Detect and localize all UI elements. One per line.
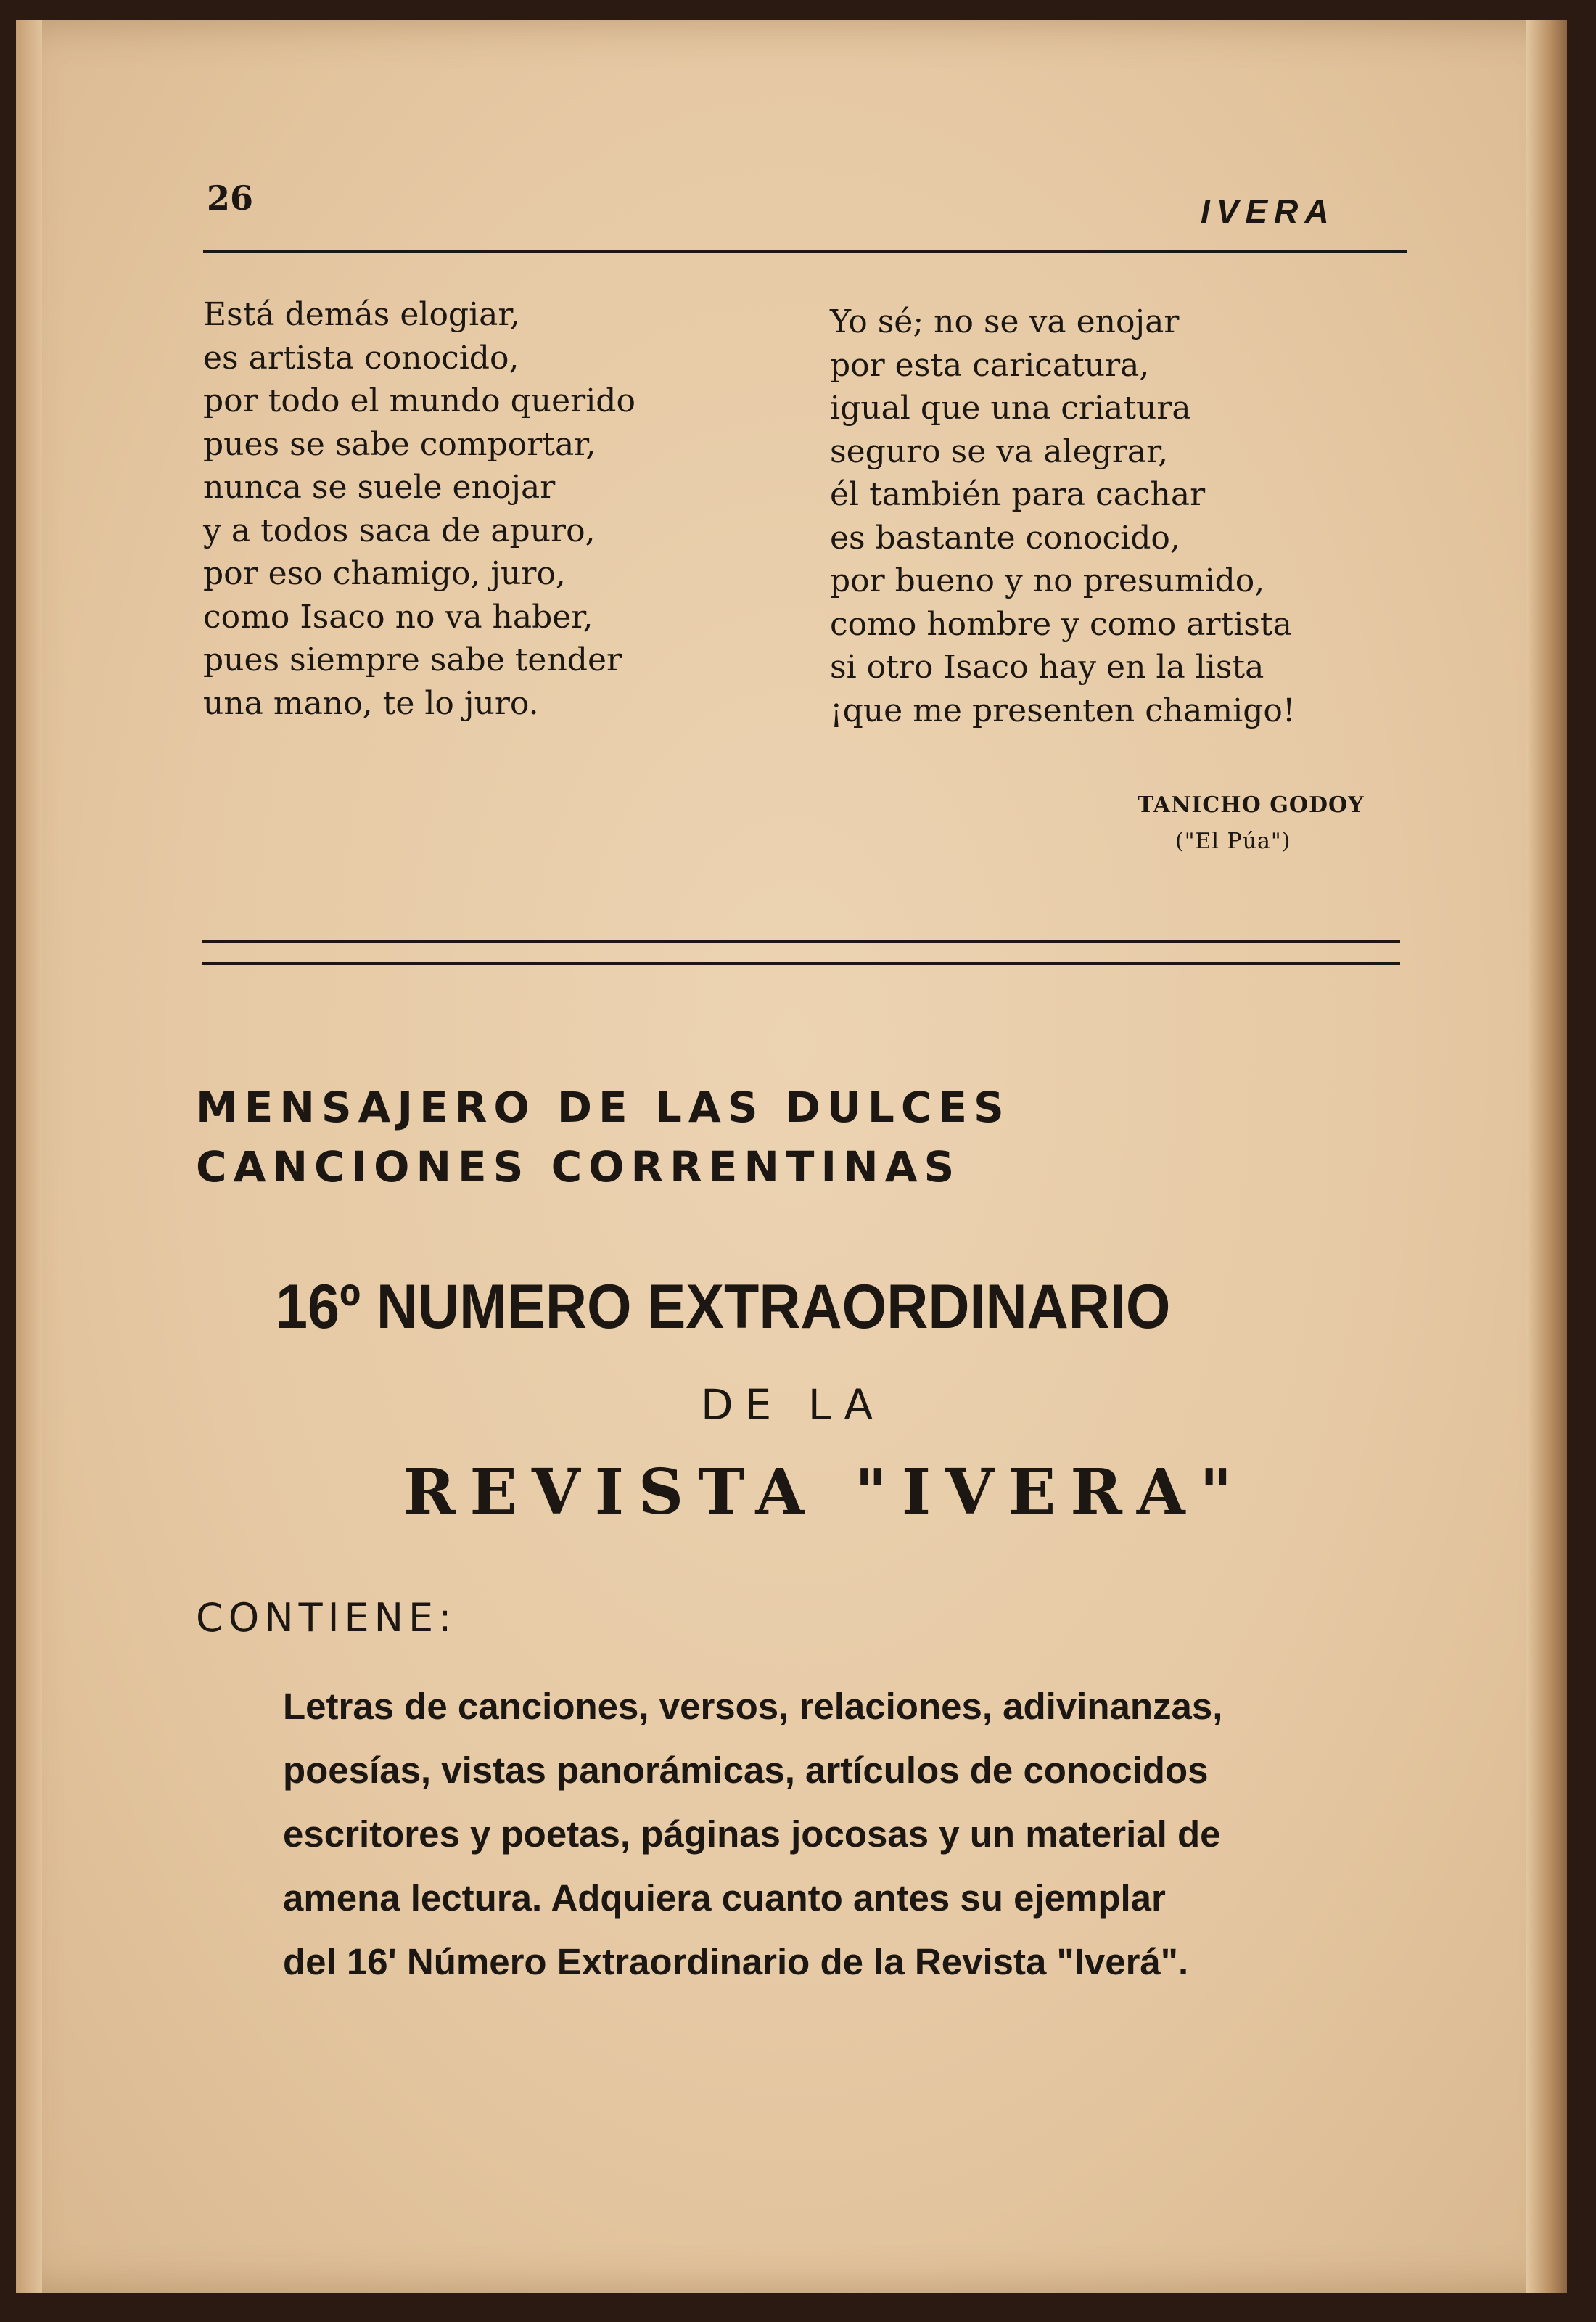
poem-line: es bastante conocido, [830,519,1180,557]
poem-author: TANICHO GODOY [1138,792,1365,818]
ad-title-magazine-name: REVISTA "IVERA" [403,1456,1247,1529]
poem-line: pues siempre sabe tender [203,641,622,678]
poem-author-pseudonym: ("El Púa") [1175,829,1291,854]
poem-line: como Isaco no va haber, [203,598,593,636]
poem-line: es artista conocido, [203,339,519,377]
poem-line: nunca se suele enojar [203,469,556,506]
poem-line: él también para cachar [830,476,1206,513]
page-left-edge [16,20,42,2293]
poem-left-column [203,293,635,725]
ad-body-line: Letras de canciones, versos, relaciones, adivinanzas, [283,1686,1223,1727]
poem-line: igual que una criatura [830,390,1191,427]
ad-title-main: 16º NUMERO EXTRAORDINARIO [276,1272,1171,1342]
poem-line: pues se sabe comportar, [203,425,596,463]
ad-body-line: poesías, vistas panorámicas, artículos de conocidos [283,1749,1209,1791]
ad-body-line: amena lectura. Adquiera cuanto antes su ejemplar [283,1877,1166,1919]
ad-body-line: escritores y poetas, páginas jocosas y un material de [283,1813,1221,1855]
poem-right-column [830,300,1296,732]
ad-body-text [283,1675,1400,1994]
poem-line: y a todos saca de apuro, [203,512,596,549]
poem-line: ¡que me presenten chamigo! [830,692,1296,729]
running-title: IVERA [1201,192,1336,230]
page-number: 26 [207,179,254,218]
poem-line: por todo el mundo querido [203,382,635,419]
poem-line: por esta caricatura, [830,346,1150,384]
poem-line: Yo sé; no se va enojar [830,303,1180,340]
poem-line: como hombre y como artista [830,605,1292,643]
poem-line: seguro se va alegrar, [830,432,1169,470]
header-rule [203,250,1407,253]
ad-header-line-1: MENSAJERO DE LAS DULCES [196,1083,1011,1132]
poem-line: una mano, te lo juro. [203,684,539,722]
ad-body-line: del 16' Número Extraordinario de la Revista "Iverá". [283,1941,1189,1982]
page-right-edge [1526,20,1567,2293]
poem-line: por bueno y no presumido, [830,562,1265,599]
poem-line: por eso chamigo, juro, [203,555,566,592]
poem-line: Está demás elogiar, [203,296,520,333]
ad-header-line-2: CANCIONES CORRENTINAS [196,1142,961,1191]
ad-title-connector: DE LA [701,1380,885,1429]
ad-contents-label: CONTIENE: [196,1595,457,1641]
poem-line: si otro Isaco hay en la lista [830,649,1264,686]
section-divider-lower [202,962,1400,965]
section-divider-upper [202,940,1400,943]
